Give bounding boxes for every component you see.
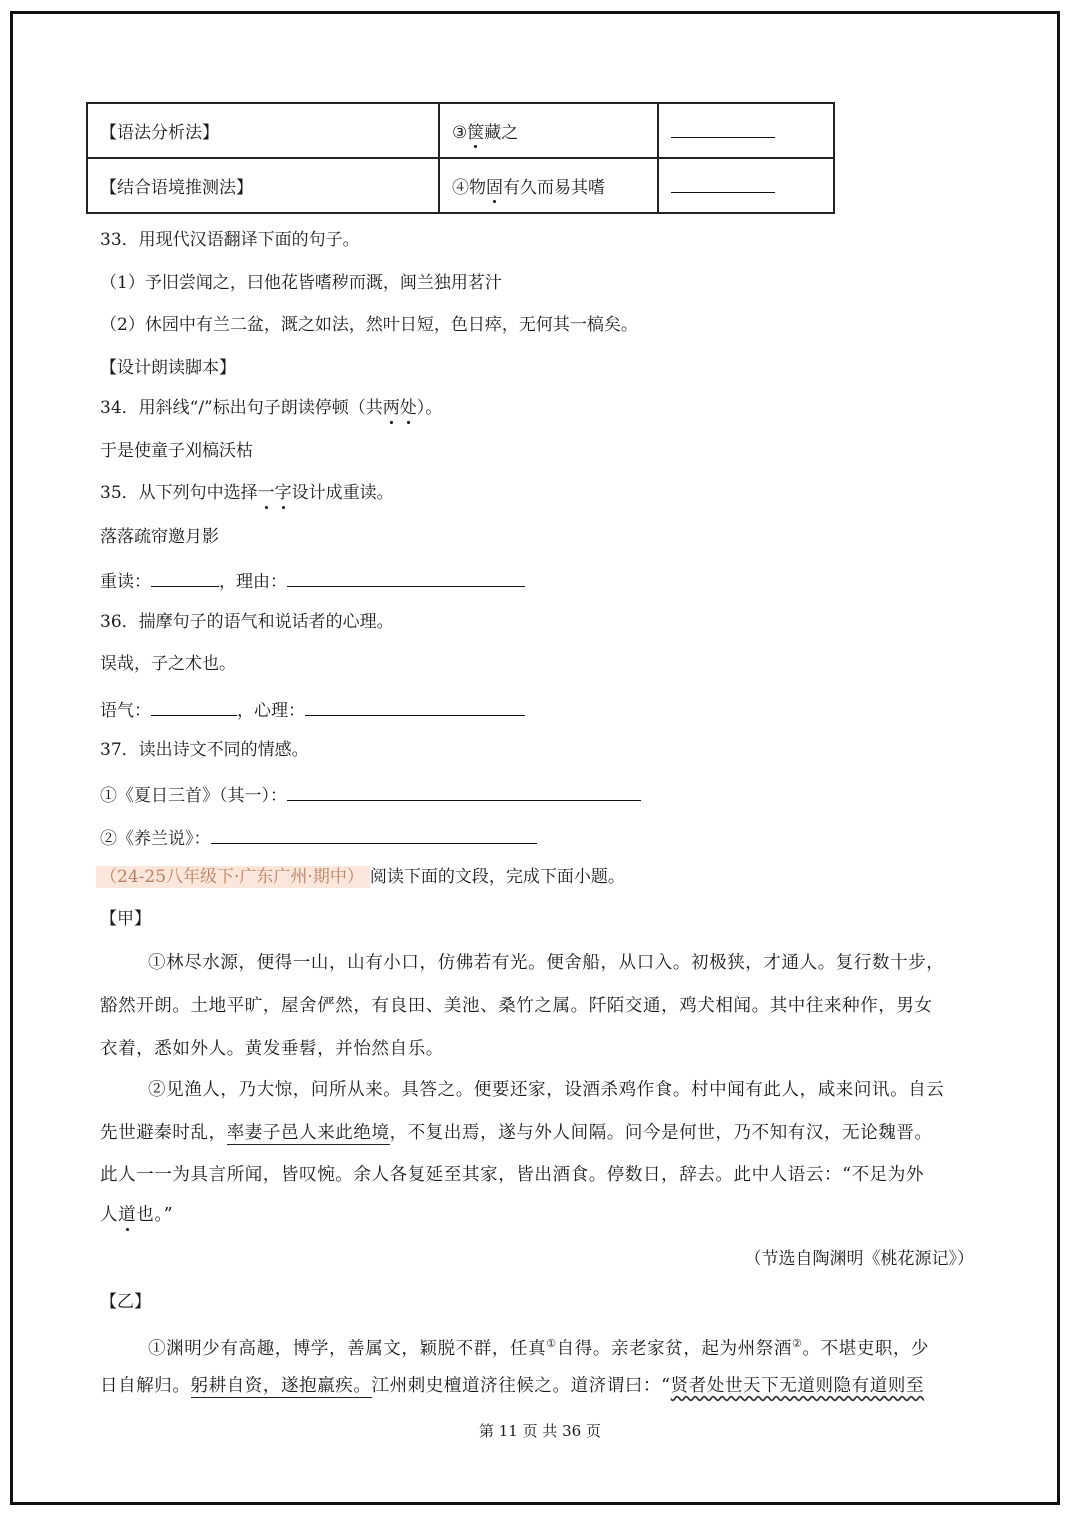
q33-sentence-2: （2）休园中有兰二盆，溉之如法，然叶日短，色日瘁，无何其一槁矣。: [100, 315, 638, 335]
yi-line-2: 日自解归。躬耕自资，遂抱羸疾。江州刺史檀道济往候之。道济谓曰：“贤者处世天下无道则隐有道则至: [100, 1376, 925, 1396]
method-cell: 【结合语境推测法】: [87, 158, 439, 213]
table-row: [87, 103, 834, 158]
emotion-blank-2[interactable]: [211, 825, 537, 844]
answer-cell[interactable]: [658, 158, 834, 213]
footnote-marker[interactable]: ②: [791, 1337, 803, 1350]
q37-item-2: ②《养兰说》：: [100, 825, 537, 850]
source-tag: （24-25八年级下·广东广州·期中）: [96, 866, 370, 888]
reason-blank[interactable]: [287, 568, 525, 587]
jia-p1-line-1: ①林尽水源，便得一山，山有小口，仿佛若有光。便舍船，从口入。初极狭，才通人。复行数十步，: [148, 953, 945, 973]
jia-p2-line-1: ②见渔人，乃大惊，问所从来。具答之。便要还家，设酒杀鸡作食。村中闻有此人，咸来问讯。自云: [148, 1080, 945, 1100]
example-cell: ③箧藏之: [439, 103, 658, 158]
q35-answer-line: 重读： ，理由：: [100, 568, 525, 593]
q37-item-1: ①《夏日三首》（其一）：: [100, 782, 641, 807]
table-row: [87, 158, 834, 213]
q37-title: 37．读出诗文不同的情感。: [100, 740, 309, 760]
underlined-sentence: 躬耕自资，遂抱羸疾。: [190, 1376, 372, 1396]
yi-label: 【乙】: [100, 1292, 151, 1312]
jia-label: 【甲】: [100, 909, 151, 929]
psychology-blank[interactable]: [305, 697, 525, 716]
jia-p1-line-2: 豁然开朗。土地平旷，屋舍俨然，有良田、美池、桑竹之属。阡陌交通，鸡犬相闻。其中往来种作，男女: [100, 996, 933, 1016]
q34-title: 34．用斜线“/”标出句子朗读停顿（共两处）。: [100, 398, 443, 418]
q34-sentence: 于是使童子刈槁沃枯: [100, 441, 253, 461]
jia-p2-line-4: 人道也。”: [100, 1205, 174, 1225]
section-reading-script: 【设计朗读脚本】: [100, 358, 236, 378]
q36-sentence: 误哉，子之术也。: [100, 654, 236, 674]
footnote-marker[interactable]: ①: [546, 1337, 557, 1350]
example-cell: ④物固有久而易其嗜: [439, 158, 658, 213]
source-line: （24-25八年级下·广东广州·期中） 阅读下面的文段，完成下面小题。: [96, 866, 625, 888]
q36-answer-line: 语气： ，心理：: [100, 697, 525, 722]
stress-blank[interactable]: [151, 568, 219, 587]
answer-cell[interactable]: [658, 103, 834, 158]
emotion-blank-1[interactable]: [287, 782, 641, 801]
wavy-underlined-sentence: 贤者处世天下无道则隐有道则至: [670, 1376, 925, 1396]
underlined-sentence: 率妻子邑人来此绝境: [226, 1123, 390, 1143]
tone-blank[interactable]: [151, 697, 237, 716]
jia-citation: （节选自陶渊明《桃花源记》）: [744, 1249, 974, 1269]
page-number: 第 11 页 共 36 页: [478, 1422, 601, 1440]
q35-sentence: 落落疏帘邀月影: [100, 527, 219, 547]
q35-title: 35．从下列句中选择一字设计成重读。: [100, 483, 394, 503]
q36-title: 36．揣摩句子的语气和说话者的心理。: [100, 612, 394, 632]
method-cell: 【语法分析法】: [87, 103, 439, 158]
q33-title: 33．用现代汉语翻译下面的句子。: [100, 230, 360, 250]
q33-sentence-1: （1）予旧尝闻之，曰他花皆嗜秽而溉，闽兰独用茗汁: [100, 273, 502, 293]
yi-line-1: ①渊明少有高趣，博学，善属文，颖脱不群，任真①自得。亲老家贫，起为州祭酒②。不堪吏职，少: [148, 1337, 930, 1359]
jia-p2-line-3: 此人一一为具言所闻，皆叹惋。余人各复延至其家，皆出酒食。停数日，辞去。此中人语云：“不足为外: [100, 1165, 925, 1185]
methods-table: [86, 102, 835, 214]
jia-p2-line-2: 先世避秦时乱，率妻子邑人来此绝境，不复出焉，遂与外人间隔。问今是何世，乃不知有汉，无论魏晋。: [100, 1123, 933, 1143]
jia-p1-line-3: 衣着，悉如外人。黄发垂髫，并怡然自乐。: [100, 1039, 444, 1059]
